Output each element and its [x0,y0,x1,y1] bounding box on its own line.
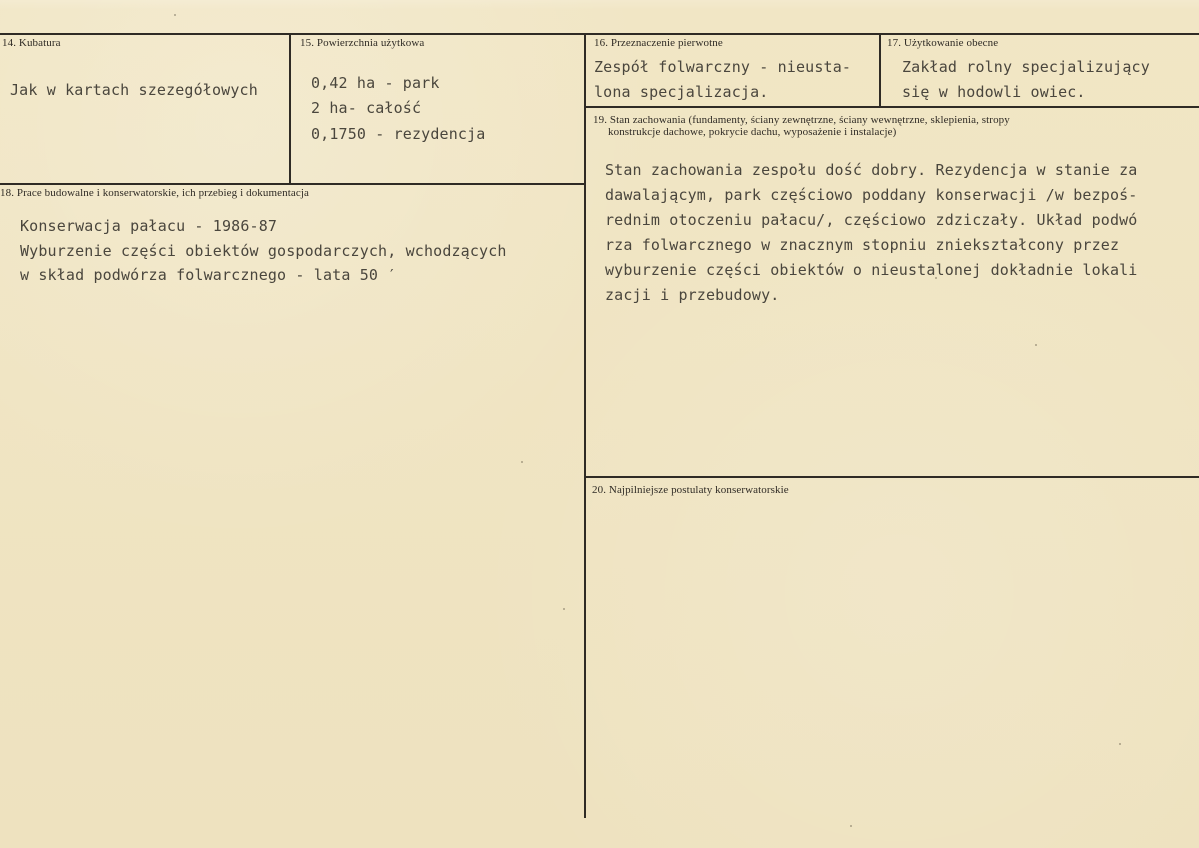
paper-speck [850,825,852,827]
divider-14-15 [289,33,291,184]
field-19-label-line-2: konstrukcje dachowe, pokrycie dachu, wyposażenie i instalacje) [608,126,897,138]
field-18-line-3: w skład podwórza folwarcznego - lata 50 ′ [20,266,397,284]
paper-speck [1035,344,1037,346]
center-vertical-rule [584,33,586,818]
field-19-line-6: zacji i przebudowy. [605,286,780,304]
field-15-line-1: 0,42 ha - park [311,74,440,92]
paper-top-shadow [0,0,1199,10]
field-19-label-line-1: 19. Stan zachowania (fundamenty, ściany zewnętrzne, ściany wewnętrzne, sklepienia, stropy [593,114,1010,126]
field-19-line-2: dawalającym, park częściowo poddany konserwacji /w bezpoś- [605,186,1138,204]
field-15-line-2: 2 ha- całość [311,99,422,117]
field-16-line-1: Zespół folwarczny - nieusta- [594,58,852,76]
paper-speck [174,14,176,16]
field-19-line-1: Stan zachowania zespołu dość dobry. Rezydencja w stanie za [605,161,1138,179]
field-19-line-3: rednim otoczeniu pałacu/, częściowo zdziczały. Układ podwó [605,211,1138,229]
field-16-line-2: lona specjalizacja. [594,83,769,101]
paper-speck [935,277,937,279]
divider-16-17-bottom [585,106,1199,108]
field-19-line-5: wyburzenie części obiektów o nieustalonej dokładnie lokali [605,261,1138,279]
divider-19-20 [585,476,1199,478]
paper-speck [563,608,565,610]
field-15-label: 15. Powierzchnia użytkowa [300,37,425,49]
divider-16-17 [879,33,881,106]
field-20-label: 20. Najpilniejsze postulaty konserwatorskie [592,484,789,496]
field-14-value: Jak w kartach szezegółowych [10,81,258,99]
field-18-line-1: Konserwacja pałacu - 1986-87 [20,217,278,235]
field-18-line-2: Wyburzenie części obiektów gospodarczych, wchodzących [20,242,507,260]
field-17-line-1: Zakład rolny specjalizujący [902,58,1150,76]
field-18-label: 18. Prace budowalne i konserwatorskie, ich przebieg i dokumentacja [0,187,309,199]
paper-speck [1119,743,1121,745]
paper-speck [521,461,523,463]
field-14-label: 14. Kubatura [2,37,61,49]
divider-14-15-bottom [0,183,585,185]
field-15-line-3: 0,1750 - rezydencja [311,125,486,143]
field-19-line-4: rza folwarcznego w znacznym stopniu zniekształcony przez [605,236,1120,254]
top-horizontal-rule [0,33,1199,35]
field-16-label: 16. Przeznaczenie pierwotne [594,37,723,49]
field-17-line-2: się w hodowli owiec. [902,83,1086,101]
field-17-label: 17. Użytkowanie obecne [887,37,999,49]
